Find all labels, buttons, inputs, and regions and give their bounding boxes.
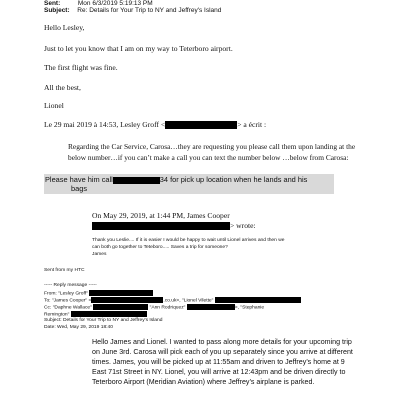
quote2-msg-2: can both go together to Teteboro..... Saves a trip for someone? [92, 245, 228, 250]
redaction-box [165, 121, 237, 129]
subject-value: Re: Details for Your Trip to NY and Jeffrey's Island [77, 7, 222, 14]
highlight-line-2: bags [71, 184, 88, 193]
highlight-mid: 34 for pick up location when he lands and his [159, 175, 308, 184]
subject-label: Subject: [44, 7, 70, 14]
reply-signoff: All the best, [44, 83, 81, 92]
reply-name: Lionel [44, 101, 64, 110]
sent-value: Mon 6/3/2019 5:19:13 PM [77, 0, 153, 7]
redaction-box [91, 297, 163, 303]
trip-details-paragraph: Hello James and Lionel. I wanted to pass along more details for your upcoming trip on June 3rd. Carosa will pick each of you up separately since you arrive at different times. James, you will be picked up at 11:55am and driven to Jeffrey’s home at 9 East 71st Street in NY. Lionel, you will arrive at 12:43pm and be driven directly to Teterboro Airport (Meridian Aviation) where Jeffrey’s airplane is parked. [92, 338, 353, 386]
quote1-intro-start: Le 29 mai 2019 à 14:53, Lesley Groff < [44, 120, 166, 129]
quote2-wrote: > wrote: [230, 221, 256, 230]
subject-header [44, 7, 221, 15]
reply-divider: ----- Reply message ----- [44, 283, 97, 288]
sent-from: Sent from my HTC [44, 268, 85, 273]
forward-from-label: From: "Lesley Groff" [44, 291, 88, 297]
sent-label: Sent: [44, 0, 61, 7]
forward-cc-remington: Remington" [44, 312, 70, 318]
highlight-line-1 [45, 175, 307, 184]
quote1-intro [44, 120, 266, 129]
quote2-intro: On May 29, 2019, at 1:44 PM, James Cooper [92, 211, 230, 220]
quote2-msg-3: James [92, 252, 107, 257]
quote1-paragraph: Regarding the Car Service, Carosa…they are requesting you please call them upon landing at the below number…if you can’t make a call you can text the number below …below from Carosa: [68, 142, 356, 162]
redaction-box [93, 304, 148, 310]
forward-cc-mid: "Ann Rodriquez" [149, 305, 186, 311]
redaction-box [113, 177, 160, 184]
quote2-wrote-line [92, 221, 256, 230]
highlight-start: Please have him call [45, 175, 113, 184]
forward-to-label: To: "James Cooper" < [44, 298, 92, 304]
redaction-box [71, 311, 147, 317]
redaction-box [215, 297, 301, 303]
forward-from-addr-tail: .co.uk>, "Lionel Vilette" [163, 298, 214, 304]
reply-line-2: The first flight was fine. [44, 63, 118, 72]
redaction-box [187, 304, 235, 310]
forward-cc-label: Cc: "Daphne Wallace" [44, 305, 92, 311]
redaction-box [92, 222, 230, 230]
forward-cc-tail: >, "Stephanie [234, 305, 265, 311]
reply-line-1: Just to let you know that I am on my way to Teterboro airport. [44, 44, 233, 53]
quote1-intro-end: > a écrit : [237, 120, 267, 129]
reply-greeting: Hello Lesley, [44, 23, 85, 32]
quote2-msg-1: Thank you Leslie.... If it is easier I would be happy to wait until Lionel arrives and then we [92, 238, 285, 243]
forward-subject: Subject: Details for Your Trip to NY and Jeffrey's Island [44, 318, 163, 323]
redaction-box [89, 290, 153, 296]
forward-date: Date: Wed, May 29, 2019 18:40 [44, 325, 113, 330]
